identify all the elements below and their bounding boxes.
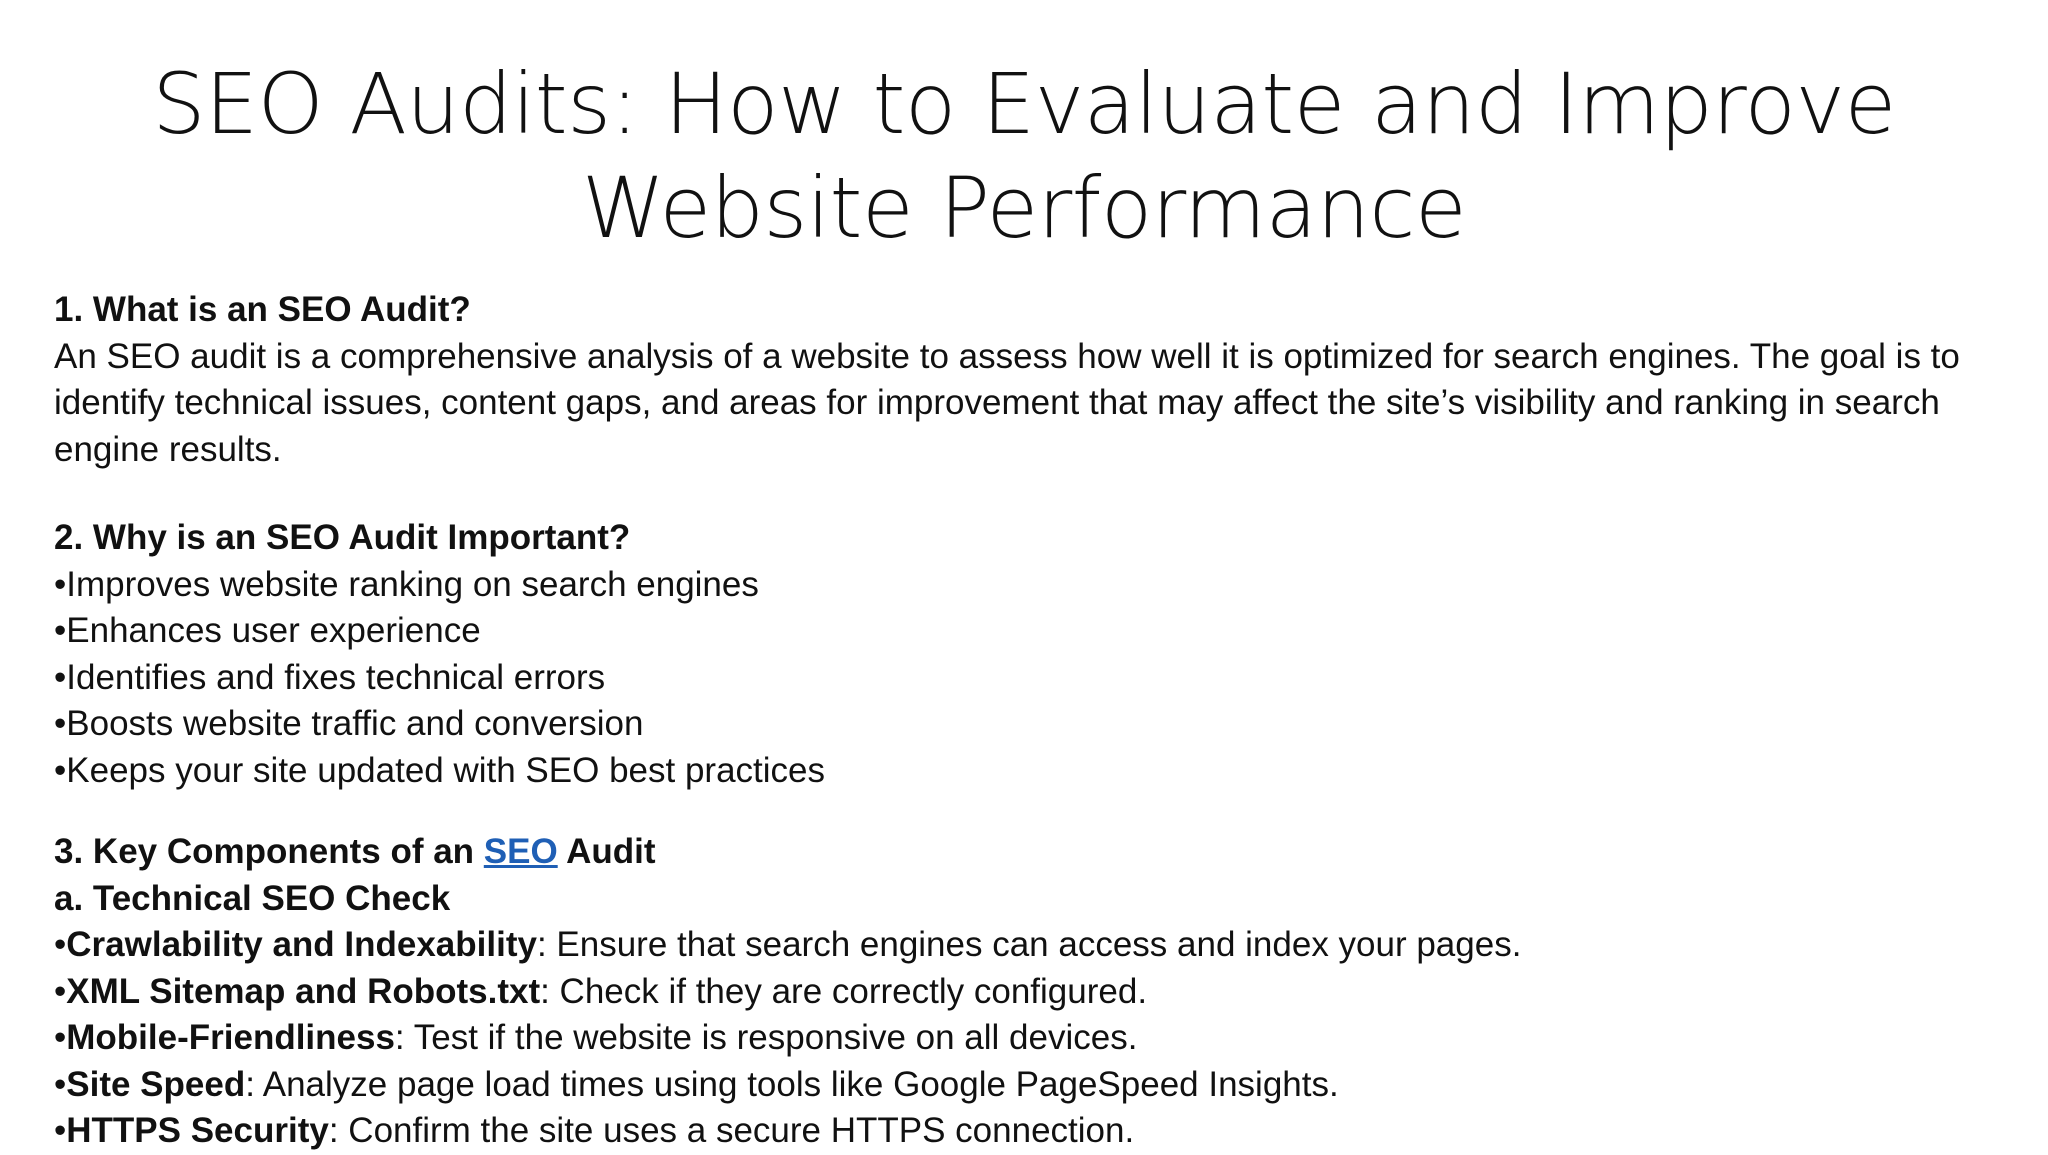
- bullet-item: [54, 562, 2004, 609]
- slide-body: [54, 287, 2004, 1155]
- section-spacer: [54, 473, 2004, 515]
- bullet-glyph: •: [54, 971, 67, 1011]
- bullet-item: [54, 1015, 2004, 1062]
- bullet-glyph: •: [54, 1064, 67, 1104]
- bullet-item: [54, 1108, 2004, 1155]
- section-2-heading: 2. Why is an SEO Audit Important?: [54, 518, 631, 557]
- bullet-item: [54, 655, 2004, 702]
- bullet-text: Enhances user experience: [66, 611, 481, 650]
- slide-title-line-2: Website Performance: [581, 159, 1467, 257]
- section-1-heading: 1. What is an SEO Audit?: [54, 290, 471, 329]
- bullet-glyph: •: [54, 564, 67, 604]
- bullet-description: : Ensure that search engines can access and index your pages.: [536, 925, 1522, 964]
- bullet-item: [54, 701, 2004, 748]
- section-2-bullet-list: [54, 562, 2004, 795]
- bullet-description: : Check if they are correctly configured.: [540, 971, 1148, 1011]
- bullet-glyph: •: [54, 657, 67, 697]
- section-3-heading-prefix: 3. Key Components of an: [54, 832, 484, 871]
- seo-link[interactable]: SEO: [483, 832, 558, 871]
- section-3-heading: [54, 829, 2004, 876]
- bullet-item: [54, 608, 2004, 655]
- bullet-term: Site Speed: [66, 1064, 246, 1104]
- bullet-term: Crawlability and Indexability: [66, 925, 537, 964]
- bullet-term: Mobile-Friendliness: [66, 1018, 395, 1057]
- section-3-heading-suffix: Audit: [557, 832, 656, 871]
- bullet-term: HTTPS Security: [66, 1111, 329, 1150]
- bullet-description: : Test if the website is responsive on all devices.: [394, 1018, 1138, 1057]
- section-1-body: An SEO audit is a comprehensive analysis of a website to assess how well it is optimized for search engines. The goal is to identify technical issues, content gaps, and areas for improvement that may affect the site’s visibility and ranking in search engine results.: [54, 336, 1960, 469]
- section-spacer: [54, 794, 2004, 829]
- bullet-text: Identifies and fixes technical errors: [66, 657, 606, 697]
- bullet-item: [54, 748, 2004, 795]
- slide-title-line-1: SEO Audits: How to Evaluate and Improve: [152, 55, 1896, 153]
- bullet-term: XML Sitemap and Robots.txt: [66, 971, 541, 1011]
- bullet-description: : Confirm the site uses a secure HTTPS connection.: [328, 1111, 1135, 1150]
- bullet-item: [54, 1062, 2004, 1109]
- section-3-subheading: a. Technical SEO Check: [54, 878, 451, 918]
- slide-title: [120, 52, 1928, 260]
- bullet-text: Boosts website traffic and conversion: [66, 704, 644, 743]
- bullet-glyph: •: [54, 750, 67, 790]
- bullet-item: [54, 969, 2004, 1016]
- section-3-bullet-list: [54, 922, 2004, 1155]
- bullet-text: Keeps your site updated with SEO best practices: [66, 750, 826, 790]
- bullet-glyph: •: [54, 925, 67, 964]
- bullet-glyph: •: [54, 1111, 67, 1150]
- bullet-description: : Analyze page load times using tools like Google PageSpeed Insights.: [245, 1064, 1339, 1104]
- bullet-glyph: •: [54, 704, 67, 743]
- bullet-text: Improves website ranking on search engines: [66, 564, 759, 604]
- bullet-item: [54, 922, 2004, 969]
- bullet-glyph: •: [54, 1018, 67, 1057]
- bullet-glyph: •: [54, 611, 67, 650]
